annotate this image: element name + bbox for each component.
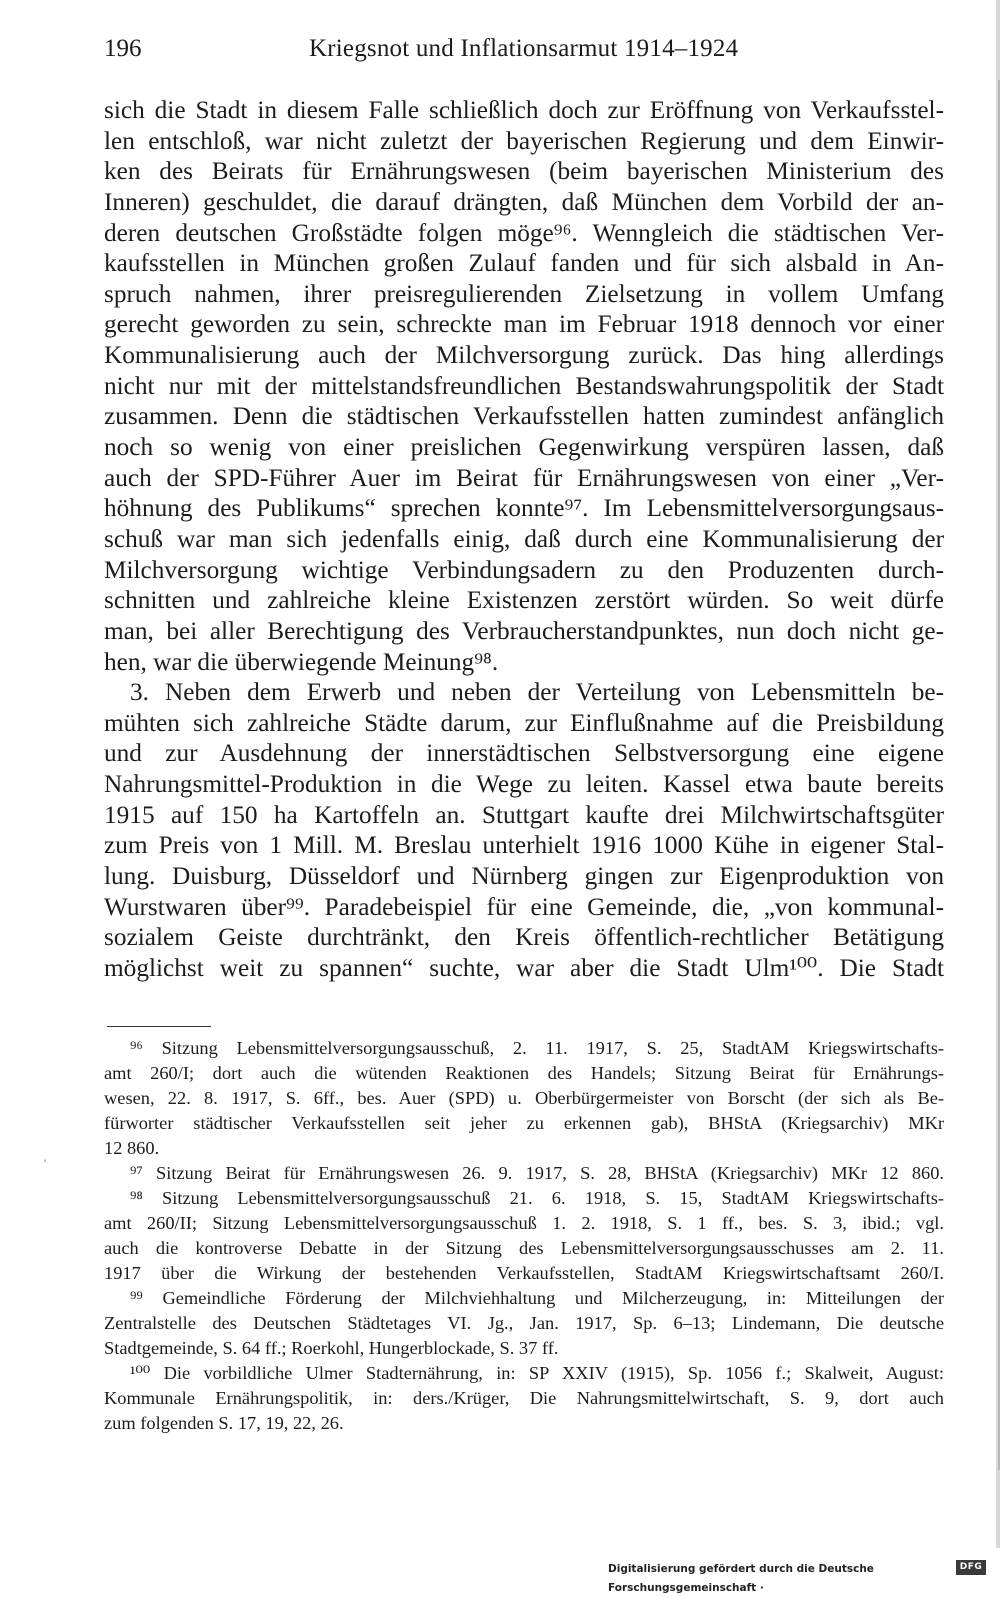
body-line: deren deutschen Großstädte folgen möge⁹⁶. Wenngleich die städtischen Ver- [104,218,944,247]
footnote-line: Stadtgemeinde, S. 64 ff.; Roerkohl, Hungerblockade, S. 37 ff. [104,1338,559,1358]
body-line: ken des Beirats für Ernährungswesen (beim bayerischen Ministerium des [104,157,944,186]
footnote-line: 1917 über die Wirkung der bestehenden Verkaufsstellen, StadtAM Kriegswirtschaftsamt 260/I. [104,1263,944,1283]
body-line: Milchversorgung wichtige Verbindungsadern zu den Produzenten durch- [104,555,944,584]
footnote-line: zum folgenden S. 17, 19, 22, 26. [104,1413,344,1433]
footer-credit: Digitalisierung gefördert durch die Deutsche Forschungsgemeinschaft · [608,1563,874,1594]
body-line: Nahrungsmittel-Produktion in die Wege zu leiten. Kassel etwa baute bereits [104,770,944,799]
body-line: Wurstwaren über⁹⁹. Paradebeispiel für eine Gemeinde, die, „von kommunal- [104,892,944,921]
body-line: möglichst weit zu spannen“ suchte, war aber die Stadt Ulm¹⁰⁰. Die Stadt [104,953,944,982]
footnote-line: fürworter städtischer Verkaufsstellen seit jeher zu erkennen gab), BHStA (Kriegsarchiv) MKr [104,1113,944,1133]
footnote-line: ⁹⁶ Sitzung Lebensmittelversorgungsausschuß, 2. 11. 1917, S. 25, StadtAM Kriegswirtschafts- [130,1038,944,1058]
body-line: noch so wenig von einer preislichen Gegenwirkung verspüren lassen, daß [104,433,944,462]
digitization-footer [608,1559,1000,1594]
dfg-logo: DFG [956,1560,986,1575]
body-line: höhnung des Publikums“ sprechen konnte⁹⁷. Im Lebensmittelversorgungsaus- [104,494,944,523]
footnote-line: 12 860. [104,1138,160,1158]
body-line: schuß war man sich jedenfalls einig, daß durch eine Kommunalisierung der [104,524,944,553]
body-line: Inneren) geschuldet, die darauf drängten, daß München dem Vorbild der an- [104,187,944,216]
footnote-separator [107,1026,211,1027]
footnote-line: amt 260/II; Sitzung Lebensmittelversorgungsausschuß 1. 2. 1918, S. 1 ff., bes. S. 3, ibid.; vgl. [104,1213,944,1233]
body-line: man, bei aller Berechtigung des Verbraucherstandpunktes, nun doch nicht ge- [104,616,944,645]
body-line: 1915 auf 150 ha Kartoffeln an. Stuttgart kaufte drei Milchwirtschaftsgüter [104,800,944,829]
body-line: auch der SPD-Führer Auer im Beirat für Ernährungswesen von einer „Ver- [104,463,944,492]
margin-mark: ' [44,1156,47,1170]
running-title: Kriegsnot und Inflationsarmut 1914–1924 [309,35,739,62]
footnote-line: ⁹⁹ Gemeindliche Förderung der Milchviehhaltung und Milcherzeugung, in: Mitteilungen der [130,1288,944,1308]
footnote-line: ¹⁰⁰ Die vorbildliche Ulmer Stadternährung, in: SP XXIV (1915), Sp. 1056 f.; Skalweit, August: [130,1363,944,1383]
body-line: schnitten und zahlreiche kleine Existenzen zerstört würden. So weit dürfe [104,586,944,615]
footnote-line: ⁹⁸ Sitzung Lebensmittelversorgungsausschuß 21. 6. 1918, S. 15, StadtAM Kriegswirtschafts- [130,1188,944,1208]
body-line: spruch nahmen, ihrer preisregulierenden Zielsetzung in vollem Umfang [104,279,944,308]
running-head [104,35,944,69]
body-line: hen, war die überwiegende Meinung⁹⁸. [104,647,499,676]
body-line: len entschloß, war nicht zuletzt der bayerischen Regierung und dem Einwir- [104,126,944,155]
body-line: gerecht geworden zu sein, schreckte man im Februar 1918 dennoch vor einer [104,310,944,339]
body-line: 3. Neben dem Erwerb und neben der Verteilung von Lebensmitteln be- [130,678,944,707]
body-line: zusammen. Denn die städtischen Verkaufsstellen hatten zumindest anfänglich [104,402,944,431]
body-line: und zur Ausdehnung der innerstädtischen Selbstversorgung eine eigene [104,739,944,768]
body-line: kaufsstellen in München großen Zulauf fanden und für sich alsbald in An- [104,249,944,278]
body-line: sich die Stadt in diesem Falle schließlich doch zur Eröffnung von Verkaufsstel- [104,96,944,124]
footnote-line: ⁹⁷ Sitzung Beirat für Ernährungswesen 26. 9. 1917, S. 28, BHStA (Kriegsarchiv) MKr 12 860. [130,1163,944,1183]
page-number: 196 [104,35,142,62]
body-line: mühten sich zahlreiche Städte darum, zur Einflußnahme auf die Preisbildung [104,708,944,737]
footnote-line: wesen, 22. 8. 1917, S. 6ff., bes. Auer (SPD) u. Oberbürgermeister von Borscht (der sich als Be- [104,1088,944,1108]
footnote-line: Zentralstelle des Deutschen Städtetages VI. Jg., Jan. 1917, Sp. 6–13; Lindemann, Die deutsche [104,1313,944,1333]
body-line: sozialem Geiste durchtränkt, den Kreis öffentlich-rechtlicher Betätigung [104,923,944,952]
footnote-line: auch die kontroverse Debatte in der Sitzung des Lebensmittelversorgungsausschusses am 2. 11. [104,1238,944,1258]
body-line: zum Preis von 1 Mill. M. Breslau unterhielt 1916 1000 Kühe in eigener Stal- [104,831,944,860]
body-line: lung. Duisburg, Düsseldorf und Nürnberg gingen zur Eigenproduktion von [104,862,944,891]
footnote-line: amt 260/I; dort auch die wütenden Reaktionen des Handels; Sitzung Beirat für Ernährungs- [104,1063,944,1083]
body-text [104,95,944,984]
body-line: Kommunalisierung auch der Milchversorgung zurück. Das hing allerdings [104,341,944,370]
footnote-line: Kommunale Ernährungspolitik, in: ders./Krüger, Die Nahrungsmittelwirtschaft, S. 9, dort auch [104,1388,944,1408]
body-line: nicht nur mit der mittelstandsfreundlichen Bestandswahrungspolitik der Stadt [104,371,944,400]
footnotes [104,1036,944,1436]
